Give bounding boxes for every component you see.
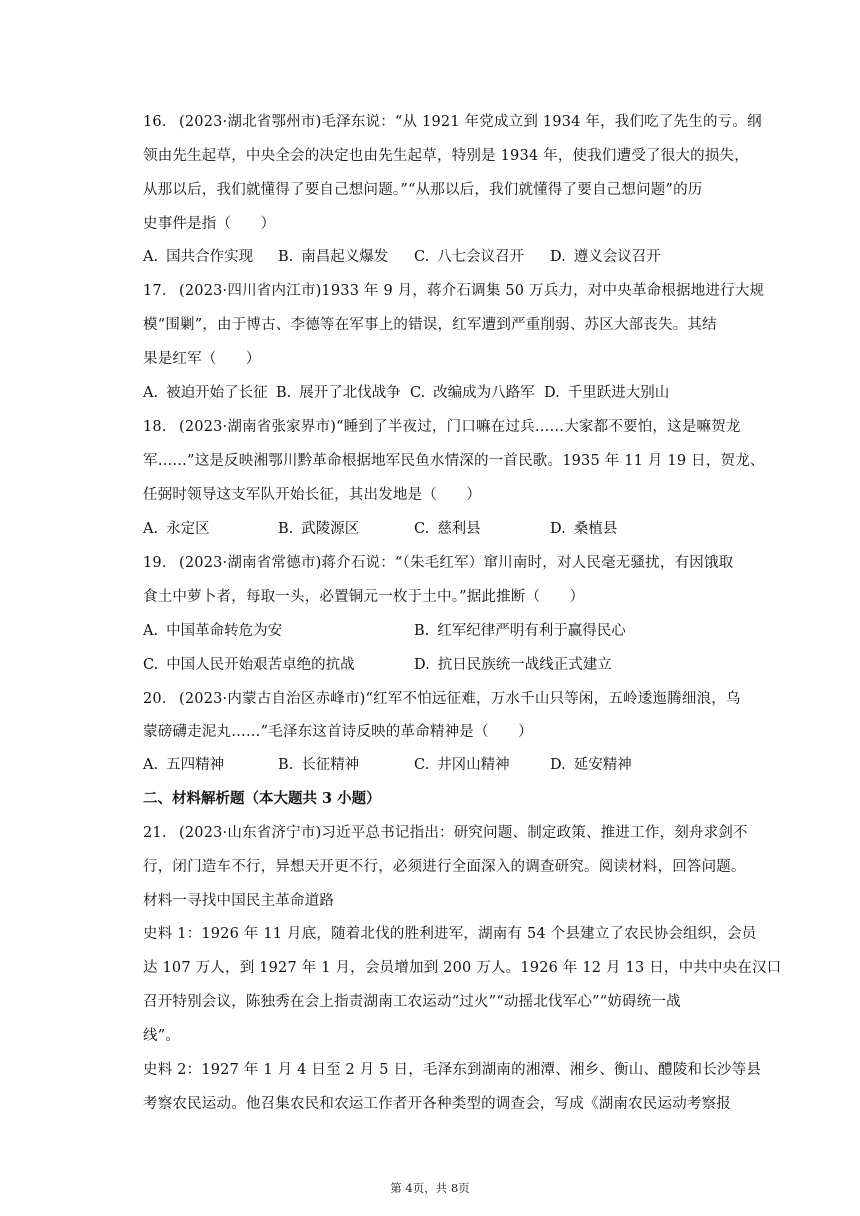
option-text: 延安精神 [573, 757, 632, 773]
q21-line-2: 行，闭门造车不行，异想天开更不行，必须进行全面深入的调查研究。阅读材料，回答问题。 [143, 859, 746, 875]
section-heading: 二、材料解析题（本大题共 3 小题） [143, 790, 381, 807]
source1-line-2: 达 107 万人，到 1927 年 1 月，会员增加到 200 万人。1926 年 12 月 13 日，中共中央在汉口 [143, 960, 782, 976]
q20-option-d[interactable] [550, 755, 632, 775]
option-letter: D. [550, 521, 566, 537]
option-letter: C. [414, 757, 430, 773]
q21-number: 21. [143, 825, 167, 841]
q17-line-1 [143, 281, 765, 301]
option-letter: C. [414, 249, 430, 265]
option-letter: B. [276, 385, 292, 401]
q20-number: 20. [143, 691, 167, 707]
source2-line-2: 考察农民运动。他召集农民和农运工作者开各种类型的调查会，写成《湖南农民运动考察报 [143, 1096, 731, 1112]
q17-option-c[interactable] [410, 383, 535, 403]
page-footer: 第 4页，共 8页 [390, 1181, 470, 1195]
source2-line-1: 史料 2：1927 年 1 月 4 日至 2 月 5 日，毛泽东到湖南的湘潭、湘乡、衡山、醴陵和长沙等县 [143, 1062, 762, 1078]
q21-text-1: (2023·山东省济宁市)习近平总书记指出：研究问题、制定政策、推进工作，刻舟求剑不 [179, 825, 748, 841]
q17-option-d[interactable] [544, 383, 669, 403]
q17-option-b[interactable] [276, 383, 401, 403]
q17-text-1: (2023·四川省内江市)1933 年 9 月，蒋介石调集 50 万兵力，对中央革命根据地进行大规 [179, 283, 765, 299]
q17-line-2: 模“围剿”，由于博古、李德等在军事上的错误，红军遭到严重削弱、苏区大部丧失。其结 [143, 317, 717, 333]
q18-option-d[interactable] [550, 519, 617, 539]
q17-number: 17. [143, 283, 167, 299]
q16-option-a[interactable] [143, 247, 253, 267]
q20-option-b[interactable] [278, 755, 359, 775]
q18-line-2: 军……”这是反映湘鄂川黔革命根据地军民鱼水情深的一首民歌。1935 年 11 月 19 日，贺龙、 [143, 453, 765, 469]
option-letter: D. [550, 249, 566, 265]
q19-line-1 [143, 553, 750, 573]
q20-option-a[interactable] [143, 755, 224, 775]
q19-line-2: 食土中萝卜者，每取一头，必置铜元一枚于土中。”据此推断（ ） [143, 589, 585, 605]
q19-option-b[interactable] [414, 621, 626, 641]
q18-line-3: 任弼时领导这支军队开始长征，其出发地是（ ） [143, 487, 482, 503]
option-text: 被迫开始了长征 [166, 385, 268, 401]
option-letter: A. [143, 757, 159, 773]
q19-option-c[interactable] [143, 655, 355, 675]
option-letter: A. [143, 521, 159, 537]
option-text: 中国革命转危为安 [166, 623, 283, 639]
option-letter: A. [143, 385, 159, 401]
option-letter: A. [143, 249, 159, 265]
option-letter: D. [414, 657, 430, 673]
option-letter: C. [414, 521, 430, 537]
option-text: 五四精神 [166, 757, 225, 773]
option-text: 南昌起义爆发 [301, 249, 389, 265]
q17-option-a[interactable] [143, 383, 268, 403]
q21-line-1 [143, 823, 750, 843]
q20-text-1: (2023·内蒙古自治区赤峰市)“红军不怕远征难，万水千山只等闲，五岭逶迤腾细浪，乌 [179, 691, 741, 707]
option-letter: B. [278, 521, 294, 537]
q16-option-b[interactable] [278, 247, 388, 267]
option-text: 千里跃进大别山 [567, 385, 670, 401]
q17-line-3: 果是红军（ ） [143, 351, 261, 367]
option-letter: D. [544, 385, 560, 401]
q18-number: 18. [143, 419, 167, 435]
q18-option-c[interactable] [414, 519, 481, 539]
q16-option-d[interactable] [550, 247, 661, 267]
option-text: 中国人民开始艰苦卓绝的抗战 [166, 657, 355, 673]
option-text: 展开了北伐战争 [299, 385, 401, 401]
material-title: 材料一寻找中国民主革命道路 [143, 893, 335, 909]
q16-number: 16. [143, 114, 167, 130]
q16-option-c[interactable] [414, 247, 524, 267]
option-letter: B. [278, 757, 294, 773]
q18-option-b[interactable] [278, 519, 359, 539]
q16-line-3: 从那以后，我们就懂得了要自己想问题。”“从那以后，我们就懂得了要自己想问题”的历 [143, 182, 703, 198]
option-text: 长征精神 [301, 757, 360, 773]
q16-line-2: 领由先生起草，中央全会的决定也由先生起草，特别是 1934 年，使我们遭受了很大的损失， [143, 148, 749, 164]
option-text: 永定区 [166, 521, 210, 537]
source1-line-4: 线”。 [143, 1028, 181, 1044]
q19-option-a[interactable] [143, 621, 282, 641]
option-text: 抗日民族统一战线正式建立 [437, 657, 612, 673]
option-text: 遵义会议召开 [573, 249, 661, 265]
q19-number: 19. [143, 555, 167, 571]
q20-option-c[interactable] [414, 755, 510, 775]
source1-line-1: 史料 1：1926 年 11 月底，随着北伐的胜利进军，湖南有 54 个县建立了农民协会组织，会员 [143, 926, 757, 942]
q19-option-d[interactable] [414, 655, 612, 675]
q18-option-a[interactable] [143, 519, 210, 539]
q20-line-1 [143, 689, 750, 709]
option-text: 八七会议召开 [437, 249, 525, 265]
q16-line-4: 史事件是指（ ） [143, 216, 276, 232]
option-letter: B. [278, 249, 294, 265]
q19-text-1: (2023·湖南省常德市)蒋介石说：“（朱毛红军）窜川南时，对人民毫无骚扰，有因饿取 [179, 555, 734, 571]
option-text: 桑植县 [573, 521, 618, 537]
option-letter: C. [410, 385, 426, 401]
q16-text-1: (2023·湖北省鄂州市)毛泽东说：“从 1921 年党成立到 1934 年，我们吃了先生的亏。纲 [179, 114, 762, 130]
q20-line-2: 蒙磅礴走泥丸……”毛泽东这首诗反映的革命精神是（ ） [143, 724, 533, 740]
option-letter: B. [414, 623, 430, 639]
source1-line-3: 召开特别会议，陈独秀在会上指责湖南工农运动“过火”“动摇北伐军心”“妨碍统一战 [143, 994, 681, 1010]
option-text: 国共合作实现 [166, 249, 254, 265]
option-text: 慈利县 [437, 521, 481, 537]
option-text: 井冈山精神 [437, 757, 510, 773]
option-letter: D. [550, 757, 566, 773]
option-letter: C. [143, 657, 159, 673]
q16-line-1 [143, 112, 762, 132]
option-letter: A. [143, 623, 159, 639]
q18-text-1: (2023·湖南省张家界市)“睡到了半夜过，门口嘛在过兵……大家都不要怕，这是嘛贺龙 [179, 419, 741, 435]
option-text: 改编成为八路军 [433, 385, 535, 401]
option-text: 红军纪律严明有利于赢得民心 [437, 623, 626, 639]
option-text: 武陵源区 [301, 521, 360, 537]
q18-line-1 [143, 417, 750, 437]
